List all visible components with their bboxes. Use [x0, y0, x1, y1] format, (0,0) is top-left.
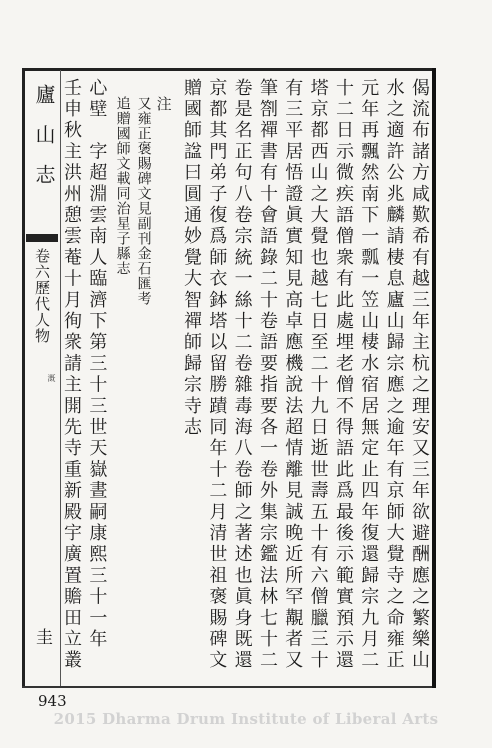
title-separator-bar [26, 234, 58, 242]
text-column: 京都其門弟子復爲師衣鉢塔以留勝蹟同年十二月清世祖褒賜碑文 [206, 78, 228, 672]
text-column: 心壁 字超淵雲南人臨濟下第三十三世天嶽晝嗣康熙三十一年 [86, 78, 108, 651]
margin-header [26, 84, 58, 684]
note-marker: 注 [154, 96, 173, 113]
frame-bottom-rule [22, 686, 434, 688]
text-column: 水之適許公兆麟請棲息廬山歸宗應之逾年有京師大覺寺之命雍正 [383, 78, 405, 672]
text-column: 十二日示微疾語僧衆有此處埋老僧不得語此爲最後示範實預示還 [332, 78, 354, 672]
watermark: 2015 Dharma Drum Institute of Liberal Arts [53, 710, 439, 728]
text-column: 卷是名正句八卷宗統一絲十二卷雜毒海八卷師之著述也眞身既還 [231, 78, 253, 672]
note-line: 又雍正褒賜碑文見副刊金石匯考 [135, 96, 152, 306]
text-column: 贈國師諡曰圓通妙覺大智禪師歸宗寺志 [180, 78, 202, 439]
annotation-note [113, 78, 175, 682]
text-column: 偈流布諸方咸歎希有越三年主杭之理安又三年欲避酬應之繁樂山 [408, 78, 430, 672]
margin-small-mark: 溉 [47, 374, 56, 382]
body-text [62, 78, 428, 682]
text-column: 有三平居悟證眞實知見高卓應機說法超情離見誠晚近所罕覯者又 [282, 78, 304, 672]
section-title: 卷六歷代人物 [33, 248, 51, 344]
text-column: 元年再飄然南下一瓢一笠山棲水宿居無定止四年復還歸宗九月二 [358, 78, 380, 672]
book-title: 廬山志 [32, 84, 56, 204]
text-column: 壬申秋主洪州憩雲菴十月徇衆請主開先寺重新殿宇廣置贍田立叢 [61, 78, 82, 672]
frame-right-rule [432, 68, 436, 688]
text-column: 塔京都西山之大覺也越七日至二十九日逝世壽五十有六僧臘三十 [307, 78, 329, 672]
page-number: 943 [38, 692, 67, 710]
note-line: 追贈國師文載同治星子縣志 [114, 96, 131, 276]
margin-page-mark: 圭 [32, 628, 52, 645]
frame-left-rule [22, 68, 25, 688]
frame-top-rule [22, 68, 434, 71]
text-column: 筆劄禪書有十會語錄二十卷語要指要各一卷外集宗鑑法林七十二 [256, 78, 278, 672]
